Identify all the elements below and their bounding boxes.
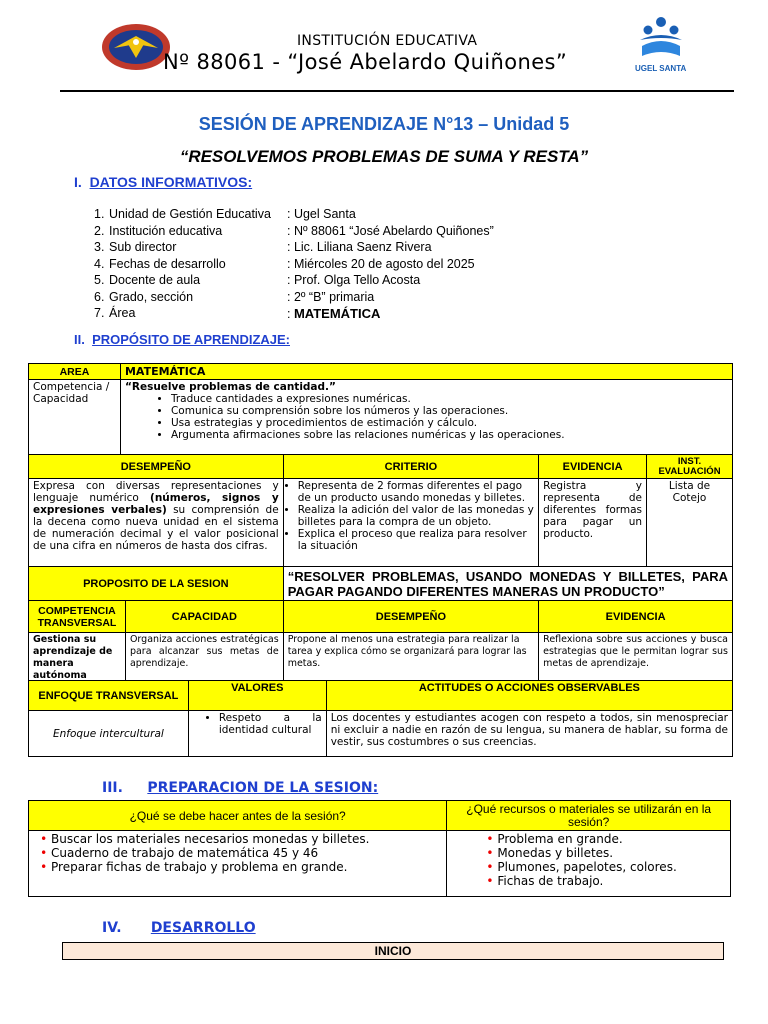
session-subtitle: “RESOLVEMOS PROBLEMAS DE SUMA Y RESTA”: [179, 147, 589, 166]
ct-capacidad-header: CAPACIDAD: [125, 601, 283, 633]
valores-cell: [188, 711, 326, 757]
ct-capacidad: Organiza acciones estratégicas para alcanzar sus metas de aprendizaje.: [125, 633, 283, 684]
capacity-item: • Traduce cantidades a expresiones numéricas.: [171, 393, 728, 405]
antes-item: • Cuaderno de trabajo de matemática 45 y 46: [51, 846, 442, 860]
instrumento-header: INST. EVALUACIÓN: [647, 455, 733, 479]
evidencia-cell: Registra y representa de diferentes formas para pagar un producto.: [539, 479, 647, 567]
info-row: [94, 257, 494, 274]
desempeno-text-end: su comprensión de la decena como nueva unidad en el sistema de numeración decimal y el valor posicional de una cifra en números de hasta dos cifras.: [33, 504, 279, 552]
proposito-label: PROPOSITO DE LA SESION: [29, 567, 284, 601]
info-list: [94, 207, 494, 323]
info-row: [94, 207, 494, 224]
info-row: [94, 290, 494, 307]
institution-name: Nº 88061 - “José Abelardo Quiñones”: [163, 50, 568, 74]
info-number: 4.: [94, 256, 105, 271]
institution-label: INSTITUCIÓN EDUCATIVA: [297, 33, 478, 49]
proposito-table: [28, 363, 733, 684]
recurso-item: • Monedas y billetes.: [497, 846, 726, 860]
info-row: [94, 306, 494, 323]
ct-evidencia: Reflexiona sobre sus acciones y busca estrategias que le permitan lograr sus metas de aprendizaje.: [539, 633, 733, 684]
antes-item: • Buscar los materiales necesarios monedas y billetes.: [51, 832, 442, 846]
ct-competencia: Gestiona su aprendizaje de manera autónoma: [29, 633, 126, 684]
section-1-number: I.: [74, 174, 82, 190]
desempeno-header: DESEMPEÑO: [29, 455, 284, 479]
actitudes-header: ACTITUDES O ACCIONES OBSERVABLES: [326, 681, 732, 711]
info-key: Sub director: [109, 240, 177, 254]
ct-competencia-header: COMPETENCIA TRANSVERSAL: [29, 601, 126, 633]
info-value: [287, 306, 380, 323]
info-value: : 2º “B” primaria: [287, 289, 375, 304]
info-key: Docente de aula: [109, 273, 201, 287]
criterio-cell: [283, 479, 538, 567]
desempeno-text: Expresa con diversas representaciones y lenguaje numérico: [33, 480, 279, 504]
enfoque-value: Enfoque intercultural: [29, 711, 189, 757]
competencia-title: “Resuelve problemas de cantidad.”: [124, 381, 336, 393]
info-value: : Nº 88061 “José Abelardo Quiñones”: [287, 223, 494, 238]
criterio-item: • Explica el proceso que realiza para resolver la situación: [298, 528, 534, 552]
criterio-header: CRITERIO: [283, 455, 538, 479]
section-2-heading: [74, 332, 290, 347]
info-key: Área: [109, 306, 136, 320]
ct-desempeno: Propone al menos una estrategia para realizar la tarea y explica cómo se organizará para lograr las metas.: [283, 633, 538, 684]
capacity-item: • Comunica su comprensión sobre los números y las operaciones.: [171, 405, 728, 417]
ct-evidencia-header: EVIDENCIA: [539, 601, 733, 633]
info-number: 6.: [94, 289, 105, 304]
area-label: AREA: [29, 364, 121, 380]
section-4-number: IV.: [102, 920, 122, 936]
recurso-item: • Plumones, papelotes, colores.: [497, 860, 726, 874]
session-title: SESIÓN DE APRENDIZAJE N°13 – Unidad 5: [198, 114, 570, 134]
section-4-title: DESARROLLO: [150, 920, 256, 936]
antes-list: [33, 832, 442, 874]
recursos-list: [451, 832, 726, 888]
info-value-prefix: :: [287, 307, 294, 321]
info-key: Unidad de Gestión Educativa: [109, 207, 271, 221]
info-number: 3.: [94, 240, 105, 254]
info-key: Institución educativa: [109, 223, 223, 238]
info-value: : Ugel Santa: [287, 207, 356, 221]
criterio-item: • Representa de 2 formas diferentes el pago de un producto usando monedas y billetes.: [298, 480, 534, 504]
info-key: Grado, sección: [109, 289, 194, 304]
valor-item: • Respeto a la identidad cultural: [219, 712, 322, 736]
section-1-title: DATOS INFORMATIVOS:: [89, 174, 253, 190]
desempeno-cell: [29, 479, 284, 567]
section-3-heading: [102, 780, 378, 796]
section-2-number: II.: [74, 332, 85, 347]
proposito-value: “RESOLVER PROBLEMAS, USANDO MONEDAS Y BILLETES, PARA PAGAR PAGANDO DIFERENTES MANERAS UN PRODUCTO”: [283, 567, 732, 601]
antes-header: ¿Qué se debe hacer antes de la sesión?: [29, 801, 447, 831]
inicio-bar: INICIO: [62, 942, 724, 960]
info-row: [94, 273, 494, 290]
recurso-item: • Problema en grande.: [497, 832, 726, 846]
school-crest-logo: [100, 22, 172, 72]
capacity-item: • Argumenta afirmaciones sobre las relaciones numéricas y las operaciones.: [171, 429, 728, 441]
header-divider: [60, 90, 734, 92]
criterio-item: • Realiza la adición del valor de las monedas y billetes para la compra de un objeto.: [298, 504, 534, 528]
area-value: MATEMÁTICA: [120, 364, 732, 380]
info-value: : Prof. Olga Tello Acosta: [287, 273, 421, 287]
valores-header: VALORES: [188, 681, 326, 711]
ct-desempeno-header: DESEMPEÑO: [283, 601, 538, 633]
enfoque-header: ENFOQUE TRANSVERSAL: [29, 681, 189, 711]
recurso-item: • Fichas de trabajo.: [497, 874, 726, 888]
info-number: 1.: [94, 207, 105, 221]
desempeno-bold-text: (números, signos y expresiones verbales): [33, 492, 279, 516]
preparacion-table: [28, 800, 731, 897]
area-value: MATEMÁTICA: [293, 306, 381, 321]
section-3-number: III.: [102, 780, 123, 796]
info-value: : Lic. Liliana Saenz Rivera: [287, 240, 432, 254]
competencia-cell: [120, 380, 732, 455]
instrumento-cell: Lista de Cotejo: [647, 479, 733, 567]
ugel-logo-text: UGEL SANTA: [635, 64, 687, 73]
capacities-list: [125, 393, 728, 441]
section-4-heading: [102, 920, 256, 936]
criterios-list: [288, 480, 534, 552]
info-number: 5.: [94, 273, 105, 287]
enfoque-table: [28, 680, 733, 757]
recursos-cell: [447, 831, 731, 897]
info-key: Fechas de desarrollo: [109, 256, 226, 271]
info-number: 7.: [94, 306, 105, 320]
actitudes-value: Los docentes y estudiantes acogen con respeto a todos, sin menospreciar ni excluir a nadie en razón de su lengua, su manera de hablar, su forma de vestir, sus costumbres o sus creencias.: [326, 711, 732, 757]
section-1-heading: [74, 174, 252, 190]
info-row: [94, 240, 494, 257]
recursos-header: ¿Qué recursos o materiales se utilizarán en la sesión?: [447, 801, 731, 831]
section-2-title: PROPÓSITO DE APRENDIZAJE:: [92, 332, 290, 347]
capacity-item: • Usa estrategias y procedimientos de estimación y cálculo.: [171, 417, 728, 429]
info-value: : Miércoles 20 de agosto del 2025: [287, 256, 475, 271]
valores-list: [193, 712, 322, 736]
antes-item: • Preparar fichas de trabajo y problema en grande.: [51, 860, 442, 874]
section-3-title: PREPARACION DE LA SESION:: [147, 780, 379, 796]
evidencia-header: EVIDENCIA: [539, 455, 647, 479]
competencia-label: Competencia / Capacidad: [29, 380, 121, 455]
antes-cell: [29, 831, 447, 897]
info-number: 2.: [94, 223, 105, 238]
info-row: [94, 224, 494, 241]
